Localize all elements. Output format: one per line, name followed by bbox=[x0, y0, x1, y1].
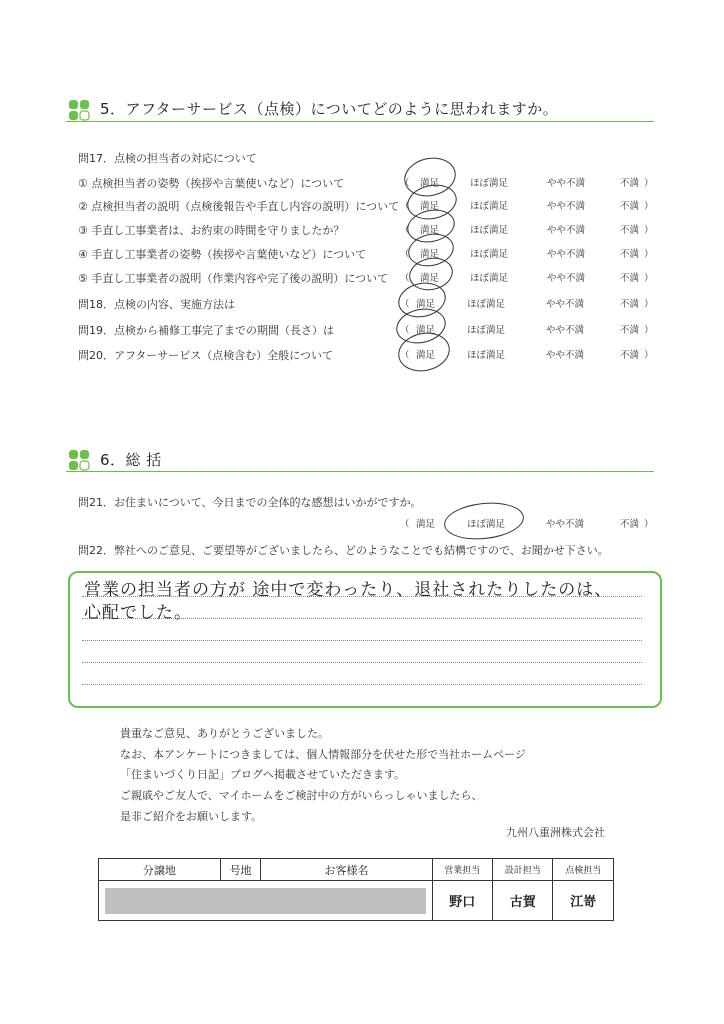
option-yaya-fuman[interactable]: やや不満 bbox=[547, 273, 586, 284]
section5-title: 5．アフターサービス（点検）についてどのように思われますか。 bbox=[100, 100, 559, 118]
option-hobo-manzoku[interactable]: ほぼ満足 bbox=[470, 201, 509, 212]
option-open: （ bbox=[400, 225, 410, 236]
option-fuman[interactable]: 不満 bbox=[620, 350, 640, 361]
section5-underline bbox=[66, 121, 654, 122]
header-banchi: 号地 bbox=[220, 859, 261, 881]
option-fuman[interactable]: 不満 bbox=[620, 299, 640, 310]
option-manzoku[interactable]: 満足 bbox=[416, 325, 436, 336]
clover-icon bbox=[68, 99, 90, 121]
option-yaya-fuman[interactable]: やや不満 bbox=[546, 519, 585, 530]
comment-rule bbox=[82, 640, 642, 641]
selection-circle bbox=[442, 499, 525, 543]
q22-title: 問22．弊社へのご意見、ご要望等がございましたら、どのようなことでも結構ですので、お聞かせ下さい。 bbox=[78, 544, 609, 557]
header-designer: 設計担当 bbox=[493, 859, 553, 881]
option-hobo-manzoku[interactable]: ほぼ満足 bbox=[470, 273, 509, 284]
option-yaya-fuman[interactable]: やや不満 bbox=[547, 178, 586, 189]
sales-rep-value: 野口 bbox=[432, 881, 492, 921]
clover-icon bbox=[68, 449, 90, 471]
option-close: ） bbox=[644, 325, 654, 336]
option-open: （ bbox=[400, 519, 410, 530]
option-fuman[interactable]: 不満 bbox=[620, 273, 640, 284]
q17-item-1: ① 点検担当者の姿勢（挨拶や言葉使いなど）について bbox=[78, 177, 345, 190]
option-yaya-fuman[interactable]: やや不満 bbox=[547, 249, 586, 260]
option-yaya-fuman[interactable]: やや不満 bbox=[546, 325, 585, 336]
option-close: ） bbox=[644, 350, 654, 361]
header-inspector: 点検担当 bbox=[553, 859, 614, 881]
option-manzoku[interactable]: 満足 bbox=[420, 225, 440, 236]
option-open: （ bbox=[400, 325, 410, 336]
section6-title: 6．総 括 bbox=[100, 451, 162, 469]
option-close: ） bbox=[644, 299, 654, 310]
thanks-line-1: 貴重なご意見、ありがとうございました。 bbox=[120, 727, 329, 740]
option-close: ） bbox=[644, 249, 654, 260]
redacted-cell bbox=[99, 881, 433, 921]
q17-item-4: ④ 手直し工事業者の姿勢（挨拶や言葉使いなど）について bbox=[78, 248, 367, 261]
option-close: ） bbox=[644, 178, 654, 189]
thanks-line-2: なお、本アンケートにつきましては、個人情報部分を伏せた形で当社ホームページ bbox=[120, 748, 526, 761]
option-hobo-manzoku[interactable]: ほぼ満足 bbox=[470, 178, 509, 189]
comment-text-line-2: 心配でした。 bbox=[84, 603, 192, 623]
q17-item-5: ⑤ 手直し工事業者の説明（作業内容や完了後の説明）について bbox=[78, 272, 389, 285]
option-open: （ bbox=[400, 201, 410, 212]
q17-item-3: ③ 手直し工事業者は、お約束の時間を守りましたか？ bbox=[78, 224, 345, 237]
q20-title: 問20．アフターサービス（点検含む）全般について bbox=[78, 349, 334, 362]
option-hobo-manzoku[interactable]: ほぼ満足 bbox=[470, 249, 509, 260]
option-fuman[interactable]: 不満 bbox=[620, 225, 640, 236]
option-manzoku[interactable]: 満足 bbox=[420, 178, 440, 189]
option-fuman[interactable]: 不満 bbox=[620, 249, 640, 260]
option-hobo-manzoku[interactable]: ほぼ満足 bbox=[467, 299, 506, 310]
option-close: ） bbox=[644, 201, 654, 212]
comment-text-line-1: 営業の担当者の方が 途中で変わったり、退社されたりしたのは、 bbox=[84, 580, 613, 600]
comment-rule bbox=[82, 684, 642, 685]
option-open: （ bbox=[400, 273, 410, 284]
section6-underline bbox=[66, 471, 654, 472]
info-table bbox=[98, 858, 614, 921]
header-customer-name: お客様名 bbox=[261, 859, 432, 881]
option-hobo-manzoku[interactable]: ほぼ満足 bbox=[467, 519, 506, 530]
thanks-line-3: 「住まいづくり日記」ブログへ掲載させていただきます。 bbox=[120, 768, 406, 781]
header-sales-rep: 営業担当 bbox=[432, 859, 492, 881]
option-fuman[interactable]: 不満 bbox=[620, 519, 640, 530]
option-manzoku[interactable]: 満足 bbox=[420, 201, 440, 212]
option-yaya-fuman[interactable]: やや不満 bbox=[546, 350, 585, 361]
option-open: （ bbox=[400, 350, 410, 361]
option-close: ） bbox=[644, 519, 654, 530]
q18-title: 問18．点検の内容、実施方法は bbox=[78, 298, 235, 311]
option-open: （ bbox=[400, 249, 410, 260]
option-fuman[interactable]: 不満 bbox=[620, 201, 640, 212]
option-hobo-manzoku[interactable]: ほぼ満足 bbox=[467, 325, 506, 336]
q17-title: 問17．点検の担当者の対応について bbox=[78, 152, 257, 165]
option-fuman[interactable]: 不満 bbox=[620, 325, 640, 336]
comment-rule bbox=[82, 662, 642, 663]
q17-item-2: ② 点検担当者の説明（点検後報告や手直し内容の説明）について bbox=[78, 200, 400, 213]
option-open: （ bbox=[400, 178, 410, 189]
option-close: ） bbox=[644, 225, 654, 236]
redaction-bar bbox=[105, 888, 426, 914]
company-name: 九州八重洲株式会社 bbox=[506, 826, 605, 839]
option-close: ） bbox=[644, 273, 654, 284]
option-manzoku[interactable]: 満足 bbox=[416, 519, 436, 530]
thanks-line-5: 是非ご紹介をお願いします。 bbox=[120, 810, 263, 823]
option-manzoku[interactable]: 満足 bbox=[420, 249, 440, 260]
header-bunjochi: 分譲地 bbox=[99, 859, 221, 881]
option-fuman[interactable]: 不満 bbox=[620, 178, 640, 189]
designer-value: 古賀 bbox=[493, 881, 553, 921]
option-yaya-fuman[interactable]: やや不満 bbox=[547, 225, 586, 236]
inspector-value: 江嵜 bbox=[553, 881, 614, 921]
option-manzoku[interactable]: 満足 bbox=[420, 273, 440, 284]
option-manzoku[interactable]: 満足 bbox=[416, 350, 436, 361]
thanks-line-4: ご親戚やご友人で、マイホームをご検討中の方がいらっしゃいましたら、 bbox=[120, 789, 483, 802]
q21-title: 問21．お住まいについて、今日までの全体的な感想はいかがですか。 bbox=[78, 496, 422, 509]
option-hobo-manzoku[interactable]: ほぼ満足 bbox=[467, 350, 506, 361]
option-open: （ bbox=[400, 299, 410, 310]
option-manzoku[interactable]: 満足 bbox=[416, 299, 436, 310]
option-yaya-fuman[interactable]: やや不満 bbox=[546, 299, 585, 310]
q19-title: 問19．点検から補修工事完了までの期間（長さ）は bbox=[78, 324, 334, 337]
option-hobo-manzoku[interactable]: ほぼ満足 bbox=[470, 225, 509, 236]
option-yaya-fuman[interactable]: やや不満 bbox=[547, 201, 586, 212]
